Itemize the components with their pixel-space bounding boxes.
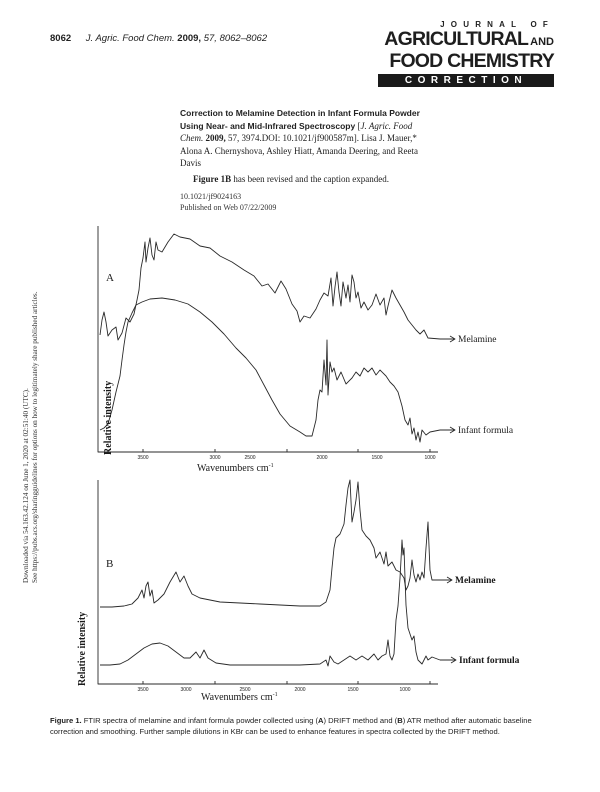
header-volume-pages: 57, 8062–8062 [203,33,268,44]
panel-b-infant-formula-spectrum [100,540,440,666]
doi[interactable]: 10.1021/jf9024163 [180,192,242,201]
citation-details: 57, 3974.DOI: 10.1021/jf900587m]. Lisa J. Mauer,* Alona A. Chernyshova, Ashley Hiatt, Amanda Deering, and Reeta Davis [180,133,418,168]
panel-a-tick-label: 3000 [209,455,221,461]
caption-text-2: ) DRIFT method and ( [323,716,398,725]
panel-a-tick-label: 2500 [244,455,256,461]
panel-b-xlabel-sup: -1 [272,692,278,698]
sidebar-sharing-line[interactable]: See https://pubs.acs.org/sharingguidelines for options on how to legitimately share published articles. [31,291,39,583]
sidebar-download-line: Downloaded via 54.163.42.124 on June 1, 2020 at 02:51:40 (UTC). [22,388,30,583]
panel-a-infant-formula-spectrum [100,298,440,442]
panel-b-tick-label: 1500 [347,687,359,693]
panel-b-melamine-label: Melamine [455,576,496,586]
panel-a-xlabel-text: Wavenumbers cm [197,463,269,474]
caption-label: Figure 1. [50,716,82,725]
logo-and: AND [530,36,554,48]
panel-a-xlabel-sup: -1 [268,463,274,469]
revision-text: has been revised and the caption expanded. [231,174,390,184]
panel-b-melamine-arrow [440,577,452,583]
panel-b-melamine-spectrum [100,480,440,607]
citation-journal: J. Agric. Food Chem. [180,120,413,143]
panel-b-axis [98,480,438,684]
panel-a-melamine-arrow [440,336,455,342]
panel-b-infant-formula-label: Infant formula [459,656,520,666]
article-title: Correction to Melamine Detection in Infant Formula Powder Using Near- and Mid-Infrared Spectroscopy [180,108,420,131]
panel-b-label: B [106,558,114,570]
logo-agricultural: AGRICULTURAL [384,28,529,50]
panel-a-melamine-spectrum [100,234,440,340]
caption-text-1: FTIR spectra of melamine and infant formula powder collected using ( [81,716,319,725]
caption-text-3: ) ATR method after automatic baseline correction and smoothing. Further sample dilutions in KBr can be used to enhance features in spectra collected by the DRIFT method. [50,716,532,736]
panel-a-axis [98,226,438,452]
panel-a-ylabel: Relative intensity [103,380,114,455]
logo-line3: FOOD CHEMISTRY [389,50,554,72]
logo-line1: JOURNAL OF [440,20,554,29]
panel-b-tick-label: 3000 [180,687,192,693]
revision-figure-ref: Figure 1B [193,174,232,184]
logo-correction-bar: CORRECTION [378,74,554,87]
panel-a-tick-label: 3500 [137,455,149,461]
panel-a-tick-label: 2000 [316,455,328,461]
panel-a-label: A [106,272,114,284]
panel-b-tick-label: 3500 [137,687,149,693]
panel-a-infant-formula-label: Infant formula [458,426,514,436]
panel-a-tick-label: 1500 [371,455,383,461]
panel-b-tick-label: 1000 [399,687,411,693]
panel-a-melamine-label: Melamine [458,335,497,345]
header-year: 2009, [177,33,202,44]
panel-b-infant-formula-arrow [440,657,456,663]
panel-a-tick-label: 1000 [424,455,436,461]
journal-abbrev: J. Agric. Food Chem. [85,33,175,44]
citation-year: 2009, [205,133,226,143]
panel-a-infant-formula-arrow [440,427,455,433]
panel-b-xlabel [201,692,278,703]
caption-a: A [318,716,324,725]
caption-b: B [397,716,403,725]
figure-caption [50,715,555,737]
panel-b-tick-label: 2000 [294,687,306,693]
page-number: 8062 [50,33,72,44]
published-date: Published on Web 07/22/2009 [180,203,277,212]
panel-a-xlabel [197,463,274,474]
citation-bracket: [ [355,120,361,131]
panel-b-ylabel: Relative intensity [77,611,88,686]
panel-b-xlabel-text: Wavenumbers cm [201,692,273,703]
panel-b-tick-label: 2500 [239,687,251,693]
